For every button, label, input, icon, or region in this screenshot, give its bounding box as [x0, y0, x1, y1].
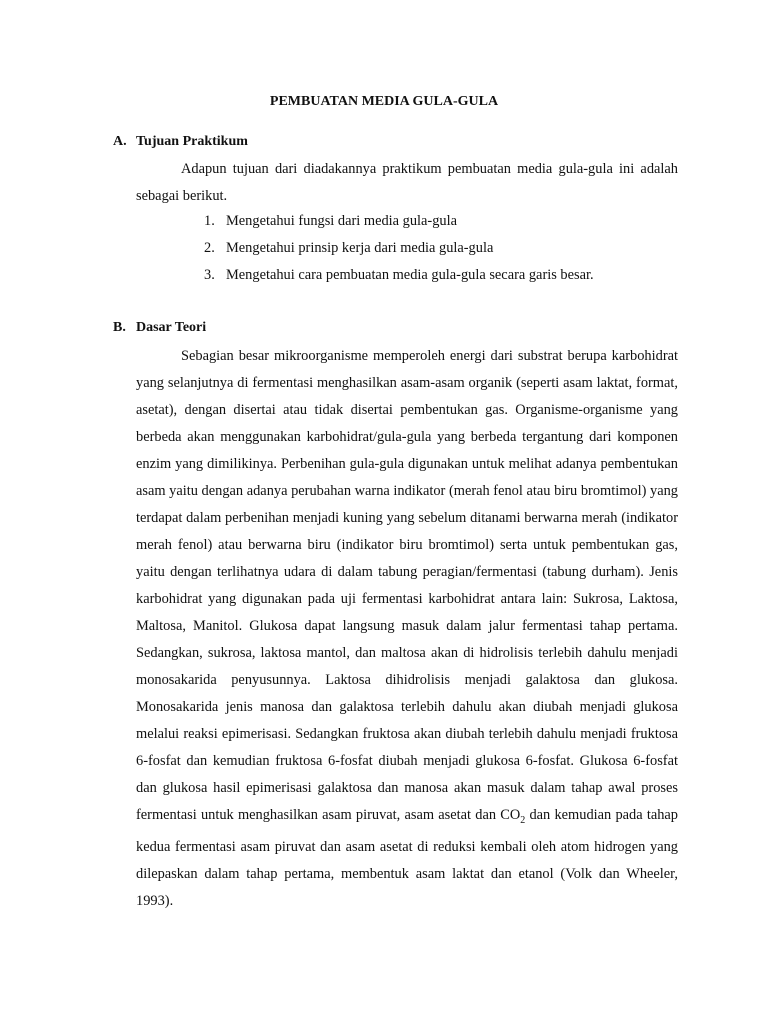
section-a-heading	[113, 132, 248, 152]
section-a-title: Tujuan Praktikum	[136, 134, 248, 149]
section-b-body	[136, 343, 678, 915]
section-b-title: Dasar Teori	[136, 320, 207, 335]
list-item-number: 3.	[204, 267, 215, 283]
document-title: PEMBUATAN MEDIA GULA-GULA	[269, 94, 499, 109]
section-a-intro: Adapun tujuan dari diadakannya praktikum pembuatan media gula-gula ini adalah sebagai berikut.	[136, 161, 678, 204]
list-item-number: 1.	[204, 213, 215, 229]
list-item	[204, 262, 594, 289]
list-item	[204, 235, 594, 262]
co2-subscript: 2	[520, 814, 526, 826]
list-item-text: Mengetahui fungsi dari media gula-gula	[226, 213, 457, 229]
section-b-heading	[113, 318, 206, 338]
list-item-text: Mengetahui cara pembuatan media gula-gula secara garis besar.	[226, 267, 594, 283]
body-text-part1: Sebagian besar mikroorganisme memperoleh energi dari substrat berupa karbohidrat yang selanjutnya di fermentasi menghasilkan asam-asam organik (seperti asam laktat, format, asetat), dengan disertai atau tidak disertai pembentukan gas. Organisme-organisme yang berbeda akan menggunakan karbohidrat/gula-gula yang berbeda tergantung dari komponen enzim yang dimilikinya. Perbenihan gula-gula digunakan untuk melihat adanya pembentukan asam yaitu dengan adanya perubahan warna indikator (merah fenol atau biru bromtimol) yang terdapat dalam perbenihan menjadi kuning yang sebelum ditanami berwarna merah (indikator merah fenol) atau berwarna biru (indikator biru bromtimol) serta untuk pembentukan gas, yaitu dengan terlihatnya udara di dalam tabung peragian/fermentasi (tabung durham). Jenis karbohidrat yang digunakan pada uji fermentasi karbohidrat antara lain: Sukrosa, Laktosa, Maltosa, Manitol. Glukosa dapat langsung masuk dalam jalur fermentasi tahap pertama. Sedangkan, sukrosa, laktosa mantol, dan maltosa akan di hidrolisis terlebih dahulu menjadi monosakarida penyusunnya. Laktosa dihidrolisis menjadi galaktosa dan glukosa. Monosakarida jenis manosa dan galaktosa terlebih dahulu akan diubah menjadi glukosa melalui reaksi epimerisasi. Sedangkan fruktosa akan diubah terlebih dahulu menjadi fruktosa 6-fosfat dan kemudian fruktosa 6-fosfat diubah menjadi glukosa 6-fosfat. Glukosa 6-fosfat dan glukosa hasil epimerisasi galaktosa dan manosa akan masuk dalam tahap awal proses fermentasi untuk menghasilkan asam piruvat, asam asetat dan CO	[136, 348, 678, 823]
section-a-letter: A.	[113, 134, 127, 149]
section-b-letter: B.	[113, 320, 126, 335]
list-item-number: 2.	[204, 240, 215, 256]
list-item-text: Mengetahui prinsip kerja dari media gula-gula	[226, 240, 494, 256]
objectives-list	[204, 208, 594, 289]
body-text-part2: dan kemudian pada tahap kedua fermentasi asam piruvat dan asam asetat di reduksi kembali oleh atom hidrogen yang dilepaskan dalam tahap pertama, membentuk asam laktat dan etanol (Volk dan Wheeler, 1993).	[136, 807, 678, 909]
list-item	[204, 208, 594, 235]
